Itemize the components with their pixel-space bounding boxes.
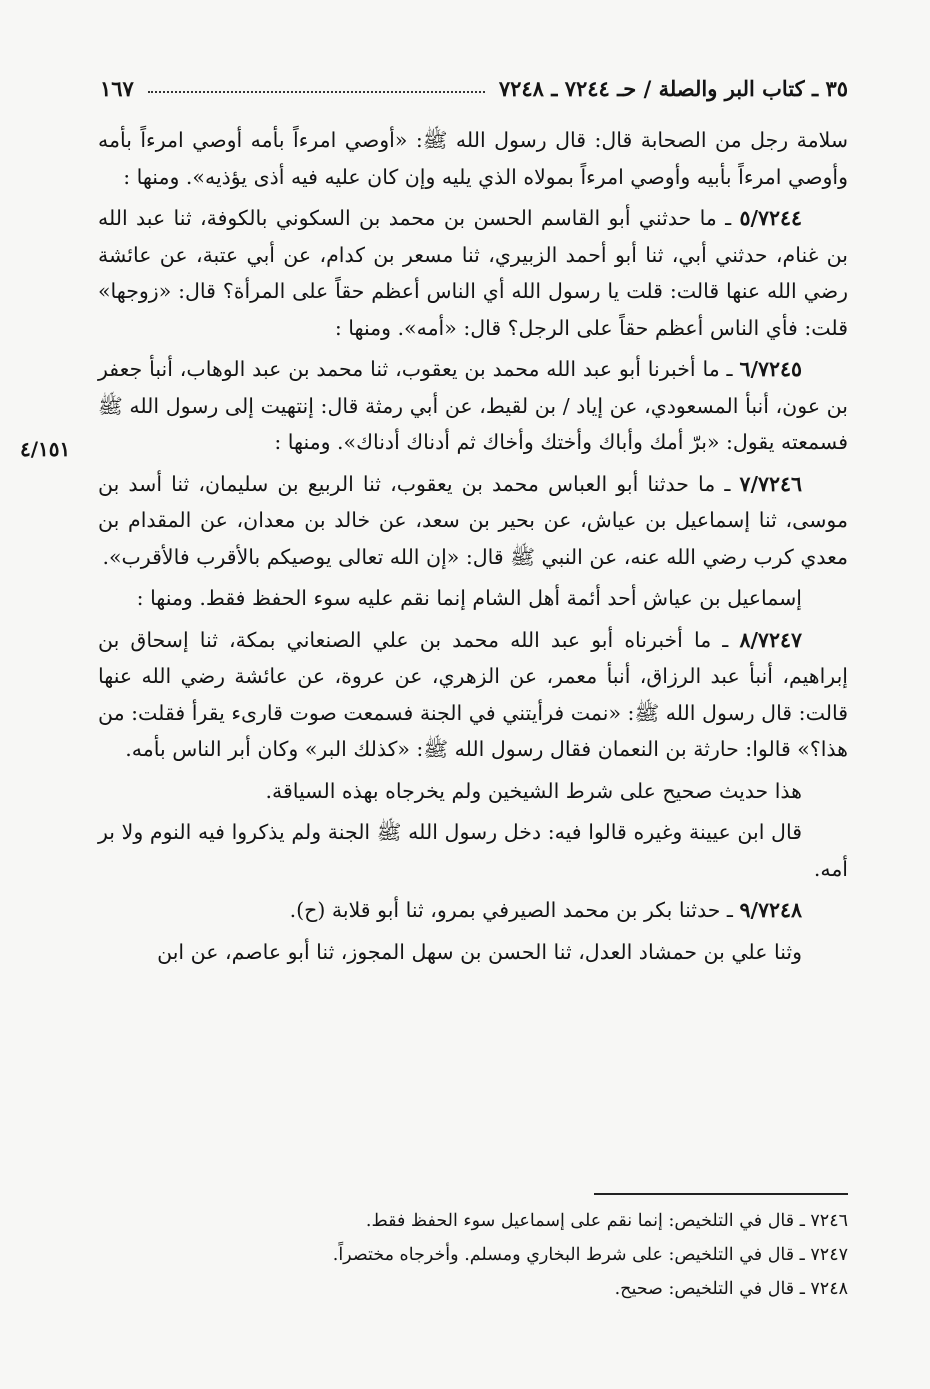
hadith-paragraph: ٧/٧٢٤٦ ـ ما حدثنا أبو العباس محمد بن يعقوب، ثنا الربيع بن سليمان، ثنا أسد بن موسى، ثنا إسماعيل بن عياش، عن بحير بن سعد، عن خالد بن معدان، عن المقدام بن معدي كرب رضي الله عنه، عن النبي ﷺ قال: «إن الله تعالى يوصيكم بالأقرب فالأقرب». bbox=[98, 471, 848, 569]
hadith-paragraph: ٦/٧٢٤٥ ـ ما أخبرنا أبو عبد الله محمد بن يعقوب، ثنا محمد بن عبد الوهاب، أنبأ جعفر بن عون، أنبأ المسعودي، عن إياد / بن لقيط، عن أبي رمثة قال: إنتهيت إلى رسول الله ﷺ فسمعته يقول: «برّ أمك وأباك وأختك وأخاك ثم أدناك أدناك». ومنها : bbox=[98, 357, 848, 454]
hadith-number: ٧/٧٢٤٦ bbox=[739, 471, 802, 496]
hadith-paragraph: ٩/٧٢٤٨ ـ حدثنا بكر بن محمد الصيرفي بمرو، ثنا أبو قلابة (ح). bbox=[289, 898, 802, 922]
footnote-rule bbox=[594, 1193, 848, 1195]
hadith-paragraph: ٨/٧٢٤٧ ـ ما أخبرناه أبو عبد الله محمد بن علي الصنعاني بمكة، ثنا إسحاق بن إبراهيم، أنبأ عبد الرزاق، أنبأ معمر، عن الزهري، عن عروة، عن عائشة رضي الله عنها قالت: قال رسول الله ﷺ: «نمت فرأيتني في الجنة فسمعت صوت قارىء يقرأ فقلت: من هذا؟» قالوا: حارثة بن النعمان فقال رسول الله ﷺ: «كذلك البر» وكان أبر الناس بأمه. bbox=[98, 627, 848, 761]
margin-reference: ٤/١٥١ bbox=[20, 437, 71, 461]
paragraph: هذا حديث صحيح على شرط الشيخين ولم يخرجاه بهذه السياقة. bbox=[265, 778, 802, 803]
footnote: ٧٢٤٨ ـ قال في التلخيص: صحيح. bbox=[614, 1279, 848, 1299]
hadith-number: ٩/٧٢٤٨ bbox=[739, 898, 802, 922]
hadith-paragraph: ٥/٧٢٤٤ ـ ما حدثني أبو القاسم الحسن بن محمد بن السكوني بالكوفة، ثنا عبد الله بن غنام، حدثني أبي، ثنا أبو أحمد الزبيري، ثنا مسعر بن كدام، عن أبي عتبة، عن عائشة رضي الله عنها قالت: قلت يا رسول الله أي الناس أعظم حقاً على المرأة؟ قال: «زوجها» قلت: فأي الناس أعظم حقاً على الرجل؟ قال: «أمه». ومنها : bbox=[98, 206, 848, 340]
hadith-number: ٨/٧٢٤٧ bbox=[739, 627, 802, 652]
paragraph: قال ابن عيينة وغيره قالوا فيه: دخل رسول الله ﷺ الجنة ولم يذكروا فيه النوم ولا بر أمه. bbox=[98, 820, 848, 881]
hadith-number: ٥/٧٢٤٤ bbox=[739, 206, 802, 230]
page-number: ١٦٧ bbox=[100, 75, 134, 101]
running-title: ٣٥ ـ كتاب البر والصلة / حـ ٧٢٤٤ ـ ٧٢٤٨ bbox=[498, 75, 848, 101]
footnote: ٧٢٤٦ ـ قال في التلخيص: إنما نقم على إسماعيل سوء الحفظ فقط. bbox=[365, 1211, 848, 1231]
paragraph: إسماعيل بن عياش أحد أئمة أهل الشام إنما نقم عليه سوء الحفظ فقط. ومنها : bbox=[136, 586, 802, 610]
leader-dots bbox=[148, 91, 485, 93]
main-text bbox=[98, 122, 848, 975]
hadith-number: ٦/٧٢٤٥ bbox=[739, 357, 802, 381]
page-header bbox=[100, 68, 848, 108]
footnotes bbox=[98, 1204, 848, 1306]
paragraph: وثنا علي بن حمشاد العدل، ثنا الحسن بن سهل المجوز، ثنا أبو عاصم، عن ابن bbox=[157, 939, 802, 964]
paragraph: سلامة رجل من الصحابة قال: قال رسول الله ﷺ: «أوصي امرءاً بأمه أوصي امرءاً بأمه وأوصي امرءاً بأبيه وأوصي امرءاً بمولاه الذي يليه وإن كان عليه فيه أذى يؤذيه». ومنها : bbox=[98, 128, 848, 189]
footnote: ٧٢٤٧ ـ قال في التلخيص: على شرط البخاري ومسلم. وأخرجاه مختصراً. bbox=[332, 1245, 848, 1265]
